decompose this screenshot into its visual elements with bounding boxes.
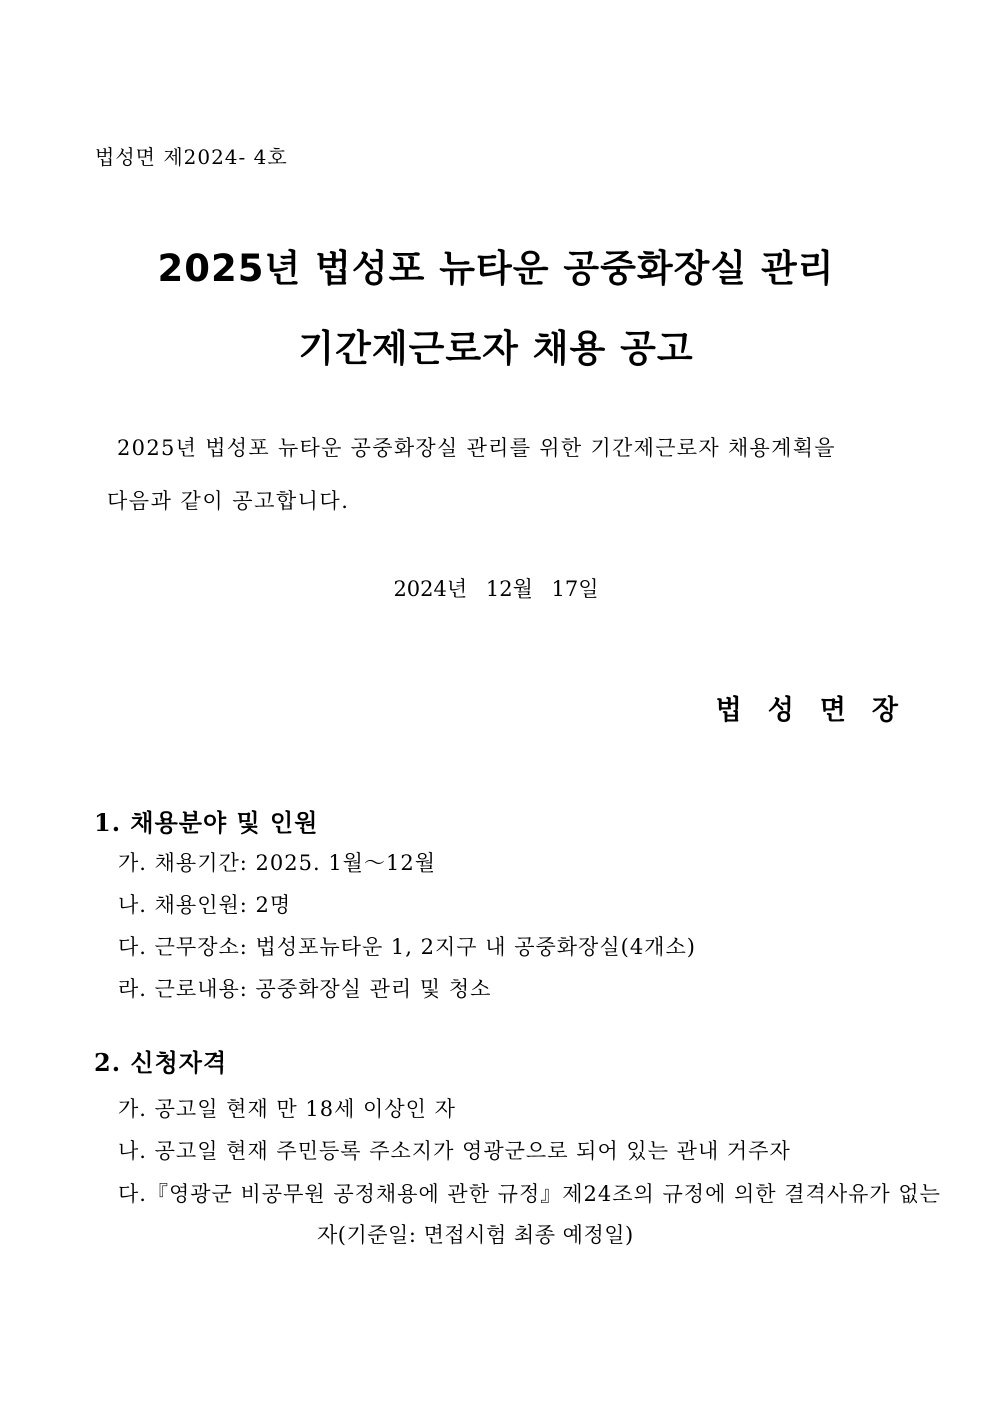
list-item: 라. 근로내용: 공중화장실 관리 및 청소: [118, 977, 492, 1001]
section-heading-eligibility: 2. 신청자격: [94, 1048, 228, 1077]
list-item: 가. 공고일 현재 만 18세 이상인 자: [118, 1097, 456, 1121]
list-item: 다. 근무장소: 법성포뉴타운 1, 2지구 내 공중화장실(4개소): [118, 935, 696, 959]
document-number: 법성면 제2024- 4호: [95, 145, 288, 169]
title-line-2: 기간제근로자 채용 공고: [298, 327, 694, 370]
title-line-1: 2025년 법성포 뉴타운 공중화장실 관리: [157, 247, 835, 290]
issuer-signature: 법성면장: [715, 695, 924, 726]
list-item: 나. 채용인원: 2명: [118, 893, 292, 917]
list-item-continuation: 자(기준일: 면접시험 최종 예정일): [317, 1223, 634, 1247]
announcement-date: 2024년 12월 17일: [393, 577, 599, 601]
section-heading-recruitment: 1. 채용분야 및 인원: [94, 808, 319, 837]
list-item: 가. 채용기간: 2025. 1월～12월: [118, 851, 436, 875]
intro-line-1: 2025년 법성포 뉴타운 공중화장실 관리를 위한 기간제근로자 채용계획을: [117, 436, 836, 460]
list-item: 나. 공고일 현재 주민등록 주소지가 영광군으로 되어 있는 관내 거주자: [118, 1139, 791, 1163]
list-item: 다.『영광군 비공무원 공정채용에 관한 규정』제24조의 규정에 의한 결격사유가 없는: [118, 1182, 941, 1206]
intro-line-2: 다음과 같이 공고합니다.: [107, 489, 350, 513]
